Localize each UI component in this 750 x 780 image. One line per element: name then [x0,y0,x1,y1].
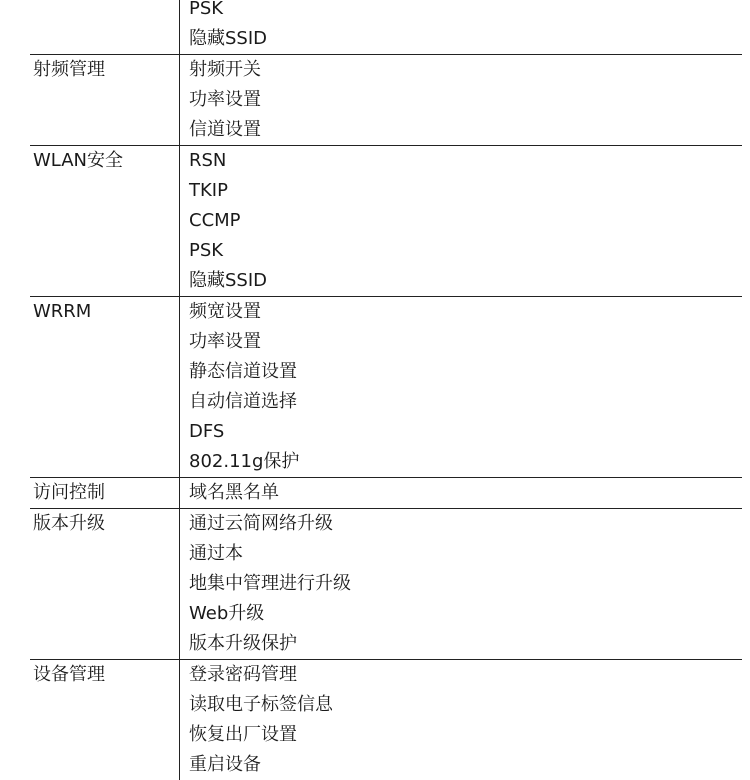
feature-item: 地集中管理进行升级 [189,573,351,594]
feature-item: 隐藏SSID [189,270,268,291]
category-cell: 设备管理 [30,660,180,780]
feature-item: 功率设置 [189,331,261,352]
feature-item: 登录密码管理 [189,664,297,685]
feature-item: PSK [189,240,224,261]
table-row [30,0,742,54]
feature-item: RSN [189,150,227,171]
feature-item: 隐藏SSID [189,28,268,49]
feature-list [180,55,742,145]
category-cell: WRRM [30,297,180,477]
feature-item: CCMP [189,210,241,231]
feature-item: 域名黑名单 [189,482,279,503]
feature-item: 静态信道设置 [189,361,297,382]
feature-item: 通过本 [189,543,243,564]
feature-list [180,478,742,508]
table-row [30,145,742,296]
table-row [30,508,742,659]
feature-item: TKIP [189,180,228,201]
feature-list [180,660,742,780]
feature-item: 自动信道选择 [189,391,297,412]
feature-item: DFS [189,421,225,442]
feature-item: 恢复出厂设置 [189,724,297,745]
feature-item: 版本升级保护 [189,633,297,654]
feature-item: 功率设置 [189,89,261,110]
feature-list [180,146,742,296]
category-cell: 版本升级 [30,509,180,659]
category-cell [30,0,180,54]
category-cell: WLAN安全 [30,146,180,296]
table-row [30,477,742,508]
category-cell: 射频管理 [30,55,180,145]
feature-list [180,297,742,477]
feature-list [180,509,742,659]
table-row [30,54,742,145]
feature-item: 重启设备 [189,754,261,775]
category-cell: 访问控制 [30,478,180,508]
feature-item: 通过云简网络升级 [189,513,333,534]
feature-item: 射频开关 [189,59,261,80]
feature-list [180,0,742,54]
feature-item: 802.11g保护 [189,451,300,472]
feature-item: Web升级 [189,603,265,624]
table-row [30,659,742,780]
feature-item: 频宽设置 [189,301,261,322]
feature-item: PSK [189,0,224,19]
feature-item: 读取电子标签信息 [189,694,333,715]
feature-item: 信道设置 [189,119,261,140]
table-row [30,296,742,477]
